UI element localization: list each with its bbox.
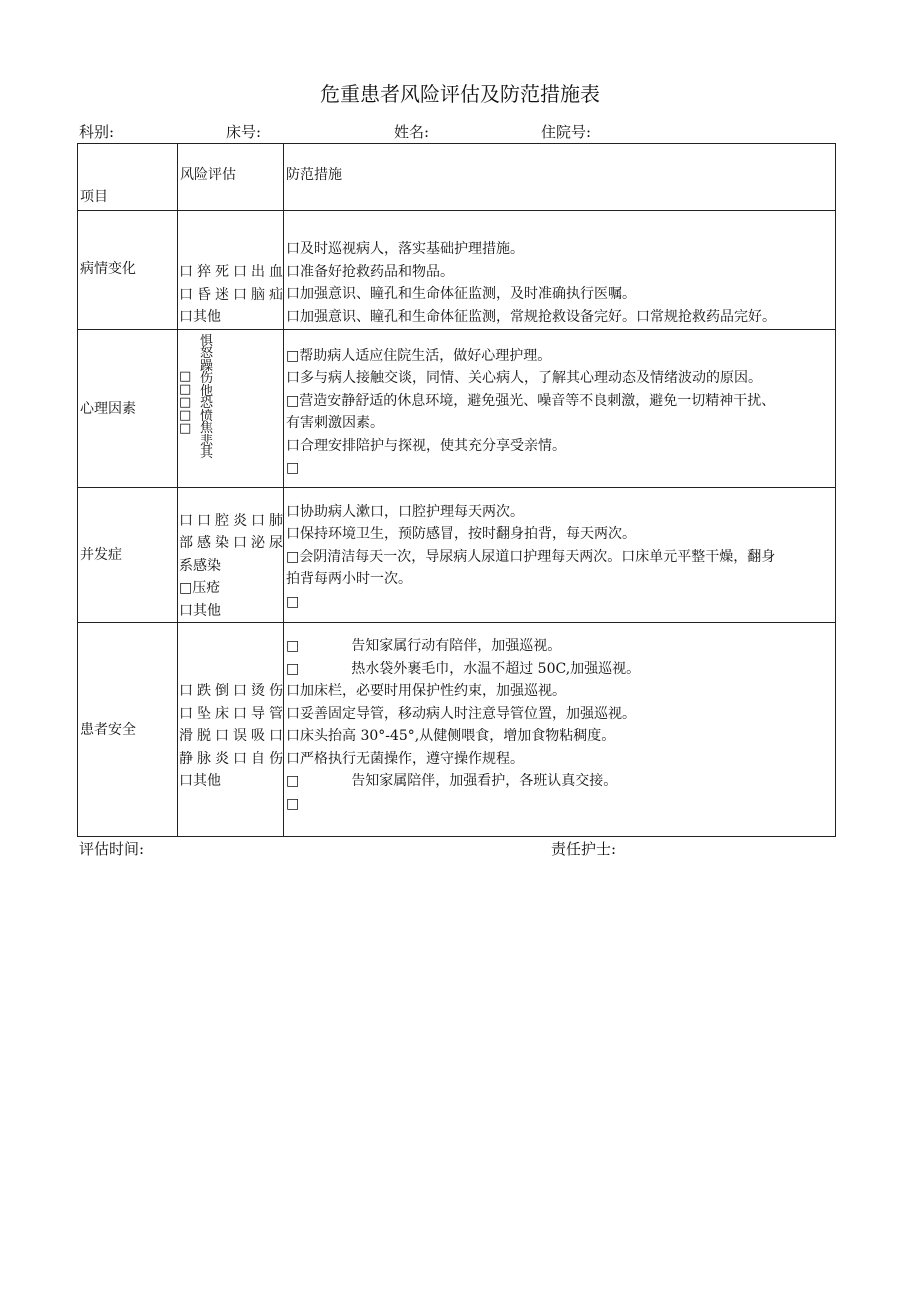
risk-vertical-text	[200, 333, 214, 461]
measure-line[interactable]: □ 热水袋外裹毛巾，水温不超过 50C,加强巡视。	[286, 660, 641, 677]
header-cell-item	[78, 144, 178, 211]
item-label: 并发症	[80, 546, 122, 563]
item-label: 患者安全	[80, 722, 136, 738]
checkbox-icon[interactable]: □	[179, 381, 192, 397]
risk-option[interactable]: 口昏迷口脑疝	[179, 286, 283, 303]
measure-line[interactable]: 口加床栏，必要时用保护性约束，加强巡视。	[286, 683, 566, 699]
measure-cell	[284, 623, 836, 837]
table-row	[78, 329, 836, 487]
table-row	[78, 623, 836, 837]
risk-cell	[178, 211, 284, 330]
measure-line[interactable]: □帮助病人适应住院生活，做好心理护理。	[286, 347, 552, 364]
risk-char: 愤	[200, 408, 214, 424]
header-cell-measure	[284, 144, 836, 211]
eval-time-label: 评估时间:	[79, 840, 145, 858]
checkbox-icon[interactable]: □	[179, 394, 192, 410]
risk-option[interactable]: 口其他	[179, 773, 221, 789]
risk-option[interactable]: 口猝死口出血	[179, 264, 283, 280]
col-item-label: 项目	[80, 189, 108, 205]
header-cell-risk	[178, 144, 284, 211]
item-cell	[78, 211, 178, 330]
checkbox-icon[interactable]: □	[286, 773, 300, 789]
risk-cell	[178, 329, 284, 487]
measure-line[interactable]: 口及时巡视病人，落实基础护理措施。	[286, 241, 524, 257]
risk-option[interactable]: 口其他	[179, 309, 221, 325]
measure-line[interactable]: □ 告知家属陪伴，加强看护，各班认真交接。	[286, 773, 618, 789]
item-cell	[78, 623, 178, 837]
risk-char: 焦	[200, 421, 214, 436]
risk-char: 伤	[200, 371, 214, 386]
risk-option[interactable]: 部感染口泌尿	[179, 535, 283, 551]
risk-cell	[178, 487, 284, 623]
bed-label: 床号:	[226, 123, 262, 141]
measure-cell	[284, 211, 836, 330]
item-cell	[78, 329, 178, 487]
risk-char: 躁	[200, 358, 214, 374]
checkbox-icon[interactable]: □	[179, 407, 192, 423]
name-label: 姓名:	[394, 123, 430, 141]
measure-line[interactable]: □营造安静舒适的休息环境，避免强光、噪音等不良刺激，避免一切精神干扰、	[286, 392, 776, 409]
measure-line[interactable]: 口多与病人接触交谈，同情、关心病人，了解其心理动态及情绪波动的原因。	[286, 370, 762, 386]
measure-line[interactable]: 口保持环境卫生，预防感冒，按时翻身拍背，每天两次。	[286, 526, 636, 542]
measure-line[interactable]: 口加强意识、瞳孔和生命体征监测，及时准确执行医嘱。	[286, 286, 636, 302]
risk-option[interactable]: □压疮	[179, 580, 221, 596]
measure-line[interactable]: 口妥善固定导管，移动病人时注意导管位置，加强巡视。	[286, 705, 636, 722]
measure-line: 拍背每两小时一次。	[286, 571, 412, 587]
risk-char: 恐	[200, 396, 214, 411]
checkbox-icon[interactable]: □	[179, 368, 192, 384]
measure-line[interactable]: □	[286, 460, 300, 476]
risk-char: 怒	[200, 346, 214, 361]
risk-option[interactable]: 静脉炎口自伤	[179, 750, 283, 767]
measure-line[interactable]: 口协助病人漱口，口腔护理每天两次。	[286, 503, 524, 520]
risk-option[interactable]: 口坠床口导管	[179, 705, 283, 722]
table-row	[78, 487, 836, 623]
risk-option[interactable]: 口跌倒口烫伤	[179, 683, 283, 699]
col-measure-label: 防范措施	[286, 167, 342, 183]
measure-line[interactable]	[286, 793, 835, 816]
measure-line[interactable]: 口准备好抢救药品和物品。	[286, 263, 454, 280]
measure-line[interactable]: 口床头抬高 30°-45°,从健侧喂食，增加食物粘稠度。	[286, 728, 616, 744]
department-label: 科别:	[79, 123, 115, 141]
risk-cell	[178, 623, 284, 837]
risk-char: 其	[200, 446, 214, 461]
risk-char: 他	[200, 383, 214, 399]
measure-line: 有害刺激因素。	[286, 415, 384, 431]
col-risk-label: 风险评估	[180, 167, 236, 183]
measure-line[interactable]: □会阴清洁每天一次，导尿病人尿道口护理每天两次。口床单元平整干燥，翻身	[286, 548, 776, 565]
risk-checkbox-group	[179, 370, 191, 435]
risk-option[interactable]: 口其他	[179, 602, 221, 619]
risk-option[interactable]: 滑脱口误吸口	[179, 728, 283, 744]
risk-option[interactable]: 口口腔炎口肺	[179, 512, 283, 529]
measure-line[interactable]: 口严格执行无菌操作，遵守操作规程。	[286, 750, 524, 767]
measure-cell	[284, 329, 836, 487]
risk-option: 系感染	[179, 557, 221, 574]
item-label: 心理因素	[80, 400, 136, 417]
table-header-row	[78, 144, 836, 211]
checkbox-icon[interactable]: □	[179, 420, 192, 436]
measure-line[interactable]: □	[286, 593, 300, 610]
item-cell	[78, 487, 178, 623]
table-row	[78, 211, 836, 330]
risk-table	[77, 143, 836, 837]
measure-cell	[284, 487, 836, 623]
checkbox-icon[interactable]: □	[286, 638, 300, 654]
measure-line[interactable]: 口加强意识、瞳孔和生命体征监测，常规抢救设备完好。口常规抢救药品完好。	[286, 308, 776, 325]
risk-char: 惧	[200, 333, 214, 349]
admission-label: 住院号:	[541, 123, 592, 141]
checkbox-icon[interactable]: □	[286, 660, 300, 677]
item-label: 病情变化	[80, 261, 136, 277]
measure-line[interactable]: □ 告知家属行动有陪伴，加强巡视。	[286, 638, 562, 654]
page-title: 危重患者风险评估及防范措施表	[320, 82, 600, 106]
measure-line[interactable]: 口合理安排陪护与探视，使其充分享受亲情。	[286, 437, 566, 454]
risk-char: 悲	[200, 433, 214, 449]
checkbox-icon[interactable]: □	[286, 795, 300, 812]
nurse-label: 责任护士:	[551, 840, 617, 858]
